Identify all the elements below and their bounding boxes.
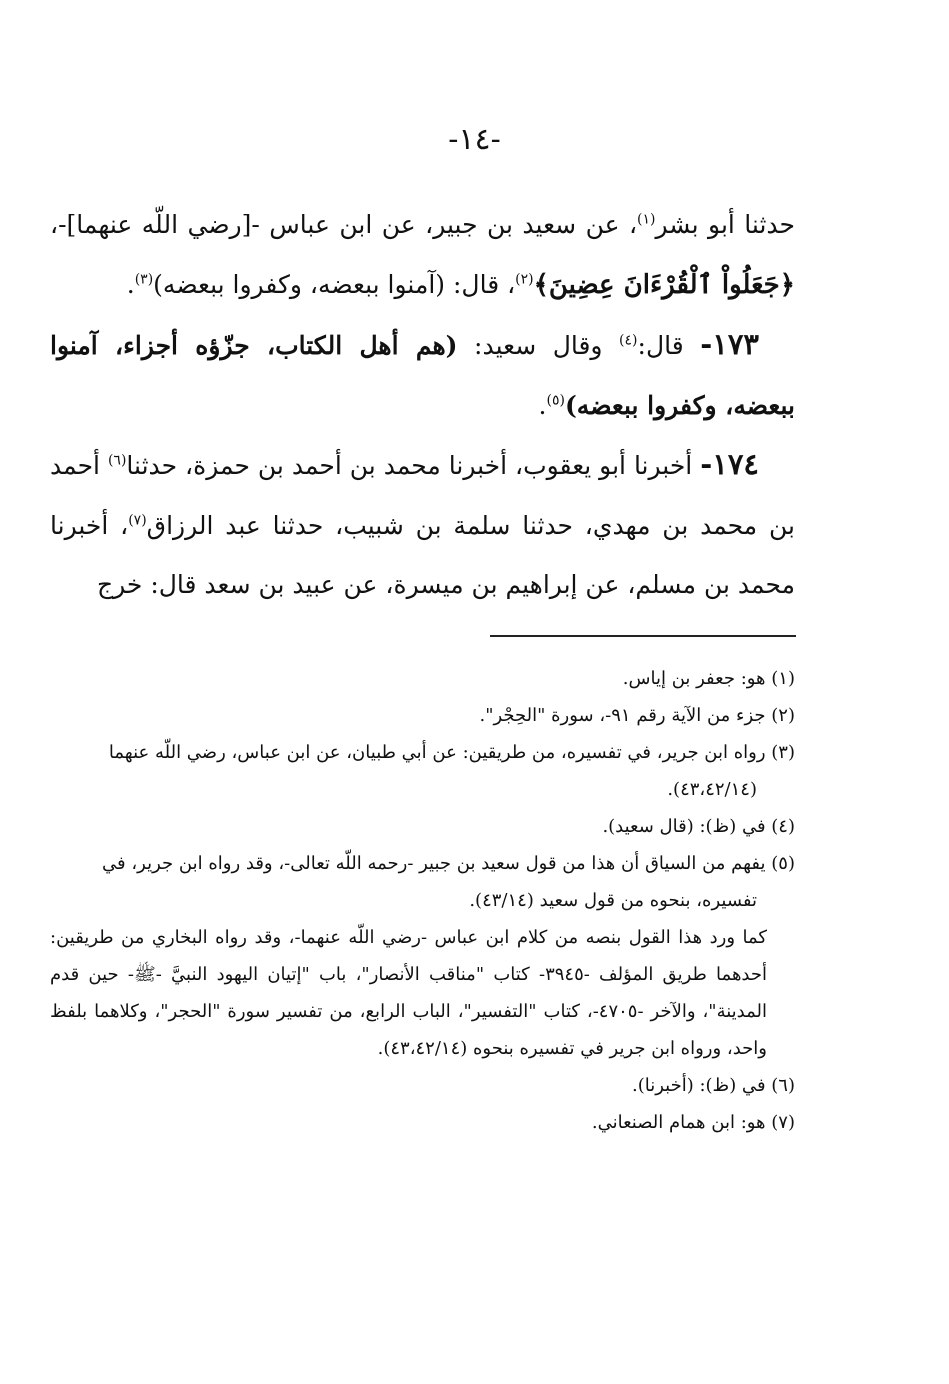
footnote-ref-1: (١): [637, 211, 656, 228]
footnote-ref-7: (٧): [128, 512, 147, 529]
main-text: [50, 195, 795, 615]
page-number: -١٤-: [448, 122, 501, 157]
para1-text-4: .: [126, 269, 135, 299]
paragraph-1: [50, 195, 795, 315]
para2-text-2: وقال سعيد:: [457, 331, 620, 360]
para3-text-2: أحمد بن محمد بن مهدي، حدثنا سلمة بن شبيب، حدثنا عبد الرزاق: [50, 451, 795, 540]
footnotes: [50, 660, 795, 1141]
footnote-3-continued: (٤٣،٤٢/١٤).: [667, 779, 757, 800]
footnote-5-extra: كما ورد هذا القول بنصه من كلام ابن عباس -رضي اللّه عنهما-، وقد رواه البخاري من طريقين: أحدهما طريق المؤلف -٣٩٤٥- كتاب "مناقب الأنصار"، باب "إتيان اليهود النبيَّ -ﷺ- حين قدم المدينة"، والآخر -٤٧٠٥-، كتاب "التفسير"، الباب الرابع، من تفسير سورة "الحجر"، وكلاهما بلفظ واحد، ورواه ابن جرير في تفسيره بنحوه (٤٣،٤٢/١٤).: [50, 927, 768, 1059]
footnote-6: (٦) في (ظ): (أخبرنا).: [631, 1075, 795, 1096]
footnote-4: (٤) في (ظ): (قال سعيد).: [602, 816, 795, 837]
footnote-ref-3: (٣): [134, 271, 154, 288]
footnote-5-continued: تفسيره، بنحوه من قول سعيد (٤٣/١٤).: [469, 890, 757, 911]
footnote-ref-4: (٤): [619, 332, 638, 349]
para3-text-3: ، أخبرنا محمد بن مسلم، عن إبراهيم بن ميسرة، عن عبيد بن سعد قال: خرج: [50, 510, 795, 599]
para2-text-1: قال:: [637, 331, 701, 360]
para1-text-2: ، عن سعيد بن جبير، عن ابن عباس -[رضي اللّه عنهما]-،: [50, 210, 638, 239]
footnote-3: (٣) رواه ابن جرير، في تفسيره، من طريقين: عن أبي طبيان، عن ابن عباس، رضي اللّه عنهما: [108, 742, 795, 763]
para1-text-1: حدثنا أبو بشر: [655, 210, 795, 239]
quran-verse: ﴿جَعَلُواْ ٱلْقُرْءَانَ عِضِينَ﴾: [533, 269, 795, 300]
narration-number-173: ١٧٣-: [700, 327, 759, 361]
paragraph-173: [50, 315, 795, 435]
footnote-7: (٧) هو: ابن همام الصنعاني.: [591, 1112, 795, 1133]
para1-text-3: ، قال: (آمنوا ببعضه، وكفروا ببعضه): [153, 269, 516, 299]
footnote-ref-2: (٢): [515, 271, 534, 288]
para2-bold-quote: (هم أهل الكتاب، جزّؤه أجزاء، آمنوا ببعضه، وكفروا ببعضه): [50, 331, 795, 420]
footnote-separator: [490, 635, 796, 637]
footnote-5: (٥) يفهم من السياق أن هذا من قول سعيد بن جبير -رحمه اللّه تعالى-، وقد رواه ابن جرير، في: [102, 853, 795, 874]
narration-number-174: ١٧٤-: [700, 447, 759, 481]
para2-text-3: .: [538, 390, 547, 420]
paragraph-174: [50, 435, 795, 615]
footnote-2: (٢) جزء من الآية رقم ٩١-، سورة "الحِجْر".: [479, 705, 795, 726]
para3-text-1: أخبرنا أبو يعقوب، أخبرنا محمد بن أحمد بن حمزة، حدثنا: [126, 451, 701, 480]
footnote-1: (١) هو: جعفر بن إياس.: [622, 668, 795, 689]
footnote-ref-5: (٥): [546, 392, 565, 409]
footnote-ref-6: (٦): [107, 452, 127, 469]
